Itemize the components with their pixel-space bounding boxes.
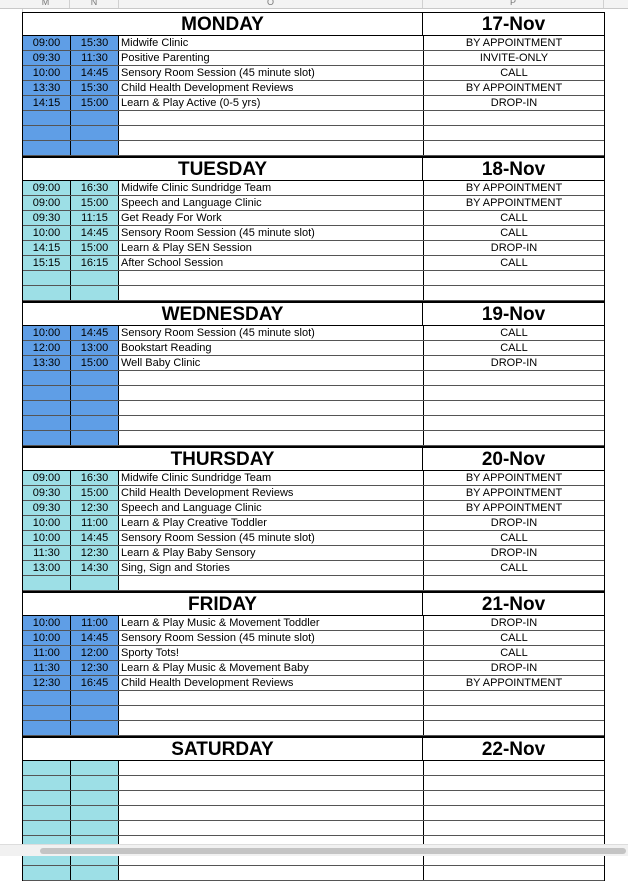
date-cell[interactable]: 21-Nov: [481, 594, 546, 615]
booking-cell[interactable]: [424, 791, 604, 805]
booking-cell[interactable]: BY APPOINTMENT: [465, 37, 563, 49]
end-time-cell[interactable]: 12:00: [71, 646, 119, 660]
day-header-row: [23, 448, 604, 471]
table-row: [23, 126, 604, 141]
end-time-cell[interactable]: 11:00: [71, 616, 119, 630]
activity-cell[interactable]: Speech and Language Clinic: [119, 501, 424, 515]
booking-cell[interactable]: CALL: [500, 327, 528, 339]
start-time-cell[interactable]: [23, 401, 71, 415]
table-row: [23, 661, 604, 676]
start-time-cell[interactable]: 09:00: [23, 471, 71, 485]
day-header-row: [23, 13, 604, 36]
end-time-cell[interactable]: [71, 386, 119, 400]
end-time-cell[interactable]: 16:30: [71, 471, 119, 485]
start-time-cell[interactable]: 11:30: [23, 546, 71, 560]
table-row: [23, 676, 604, 691]
booking-cell[interactable]: [424, 721, 604, 735]
table-row: [23, 561, 604, 576]
table-row: [23, 326, 604, 341]
start-time-cell[interactable]: [23, 706, 71, 720]
booking-cell[interactable]: [424, 371, 604, 385]
activity-cell[interactable]: [119, 791, 424, 805]
activity-cell[interactable]: Sensory Room Session (45 minute slot): [119, 326, 424, 340]
end-time-cell[interactable]: 16:30: [71, 181, 119, 195]
column-header-bar: [0, 0, 628, 9]
booking-cell[interactable]: [424, 866, 604, 880]
booking-cell[interactable]: BY APPOINTMENT: [465, 487, 563, 499]
end-time-cell[interactable]: 14:45: [71, 66, 119, 80]
booking-cell[interactable]: [424, 431, 604, 445]
day-header-row: [23, 593, 604, 616]
start-time-cell[interactable]: [23, 821, 71, 835]
activity-cell[interactable]: [119, 806, 424, 820]
day-name-cell[interactable]: THURSDAY: [23, 448, 423, 470]
activity-cell[interactable]: [119, 821, 424, 835]
booking-cell[interactable]: CALL: [500, 632, 528, 644]
end-time-cell[interactable]: 14:45: [71, 226, 119, 240]
table-row: [23, 576, 604, 591]
end-time-cell[interactable]: 12:30: [71, 661, 119, 675]
end-time-cell[interactable]: 12:30: [71, 501, 119, 515]
table-row: [23, 356, 604, 371]
start-time-cell[interactable]: [23, 691, 71, 705]
start-time-cell[interactable]: [23, 576, 71, 590]
activity-cell[interactable]: [119, 141, 424, 155]
activity-cell[interactable]: Sing, Sign and Stories: [119, 561, 424, 575]
table-row: [23, 866, 604, 881]
table-row: [23, 691, 604, 706]
start-time-cell[interactable]: 10:00: [23, 326, 71, 340]
end-time-cell[interactable]: 15:00: [71, 486, 119, 500]
scrollbar-thumb[interactable]: [40, 848, 626, 854]
start-time-cell[interactable]: [23, 791, 71, 805]
table-row: [23, 96, 604, 111]
booking-cell[interactable]: BY APPOINTMENT: [465, 677, 563, 689]
activity-cell[interactable]: Learn & Play Creative Toddler: [119, 516, 424, 530]
start-time-cell[interactable]: 09:30: [23, 51, 71, 65]
table-row: [23, 776, 604, 791]
table-row: [23, 141, 604, 156]
booking-cell[interactable]: CALL: [500, 647, 528, 659]
end-time-cell[interactable]: [71, 691, 119, 705]
table-row: [23, 416, 604, 431]
booking-cell[interactable]: [424, 416, 604, 430]
activity-cell[interactable]: [119, 386, 424, 400]
date-cell[interactable]: 22-Nov: [481, 739, 546, 760]
start-time-cell[interactable]: 09:00: [23, 196, 71, 210]
table-row: [23, 181, 604, 196]
booking-cell[interactable]: [424, 821, 604, 835]
day-section: [23, 13, 604, 158]
activity-cell[interactable]: Child Health Development Reviews: [119, 676, 424, 690]
table-row: [23, 531, 604, 546]
booking-cell[interactable]: [424, 706, 604, 720]
activity-cell[interactable]: [119, 866, 424, 880]
end-time-cell[interactable]: 16:15: [71, 256, 119, 270]
end-time-cell[interactable]: [71, 271, 119, 285]
booking-cell[interactable]: [424, 691, 604, 705]
activity-cell[interactable]: Well Baby Clinic: [119, 356, 424, 370]
activity-cell[interactable]: Sensory Room Session (45 minute slot): [119, 531, 424, 545]
start-time-cell[interactable]: [23, 386, 71, 400]
start-time-cell[interactable]: [23, 126, 71, 140]
booking-cell[interactable]: [424, 776, 604, 790]
booking-cell[interactable]: BY APPOINTMENT: [465, 182, 563, 194]
start-time-cell[interactable]: [23, 431, 71, 445]
start-time-cell[interactable]: 13:00: [23, 561, 71, 575]
end-time-cell[interactable]: [71, 706, 119, 720]
booking-cell[interactable]: [424, 806, 604, 820]
activity-cell[interactable]: [119, 721, 424, 735]
table-row: [23, 646, 604, 661]
activity-cell[interactable]: [119, 111, 424, 125]
start-time-cell[interactable]: [23, 866, 71, 880]
end-time-cell[interactable]: [71, 401, 119, 415]
table-row: [23, 36, 604, 51]
booking-cell[interactable]: DROP-IN: [490, 662, 538, 674]
activity-cell[interactable]: [119, 776, 424, 790]
booking-cell[interactable]: DROP-IN: [490, 242, 538, 254]
end-time-cell[interactable]: 15:00: [71, 356, 119, 370]
row-header-gutter: [0, 9, 23, 844]
end-time-cell[interactable]: 16:45: [71, 676, 119, 690]
activity-cell[interactable]: Get Ready For Work: [119, 211, 424, 225]
activity-cell[interactable]: [119, 371, 424, 385]
end-time-cell[interactable]: [71, 431, 119, 445]
end-time-cell[interactable]: [71, 416, 119, 430]
start-time-cell[interactable]: [23, 776, 71, 790]
start-time-cell[interactable]: [23, 721, 71, 735]
activity-cell[interactable]: [119, 761, 424, 775]
start-time-cell[interactable]: 15:15: [23, 256, 71, 270]
end-time-cell[interactable]: 15:00: [71, 196, 119, 210]
start-time-cell[interactable]: [23, 286, 71, 300]
booking-cell[interactable]: [424, 141, 604, 155]
activity-cell[interactable]: Bookstart Reading: [119, 341, 424, 355]
start-time-cell[interactable]: [23, 111, 71, 125]
end-time-cell[interactable]: 11:15: [71, 211, 119, 225]
activity-cell[interactable]: [119, 576, 424, 590]
activity-cell[interactable]: Positive Parenting: [119, 51, 424, 65]
end-time-cell[interactable]: [71, 721, 119, 735]
table-row: [23, 271, 604, 286]
end-time-cell[interactable]: [71, 576, 119, 590]
end-time-cell[interactable]: 11:00: [71, 516, 119, 530]
table-row: [23, 821, 604, 836]
activity-cell[interactable]: Learn & Play SEN Session: [119, 241, 424, 255]
start-time-cell[interactable]: 10:00: [23, 226, 71, 240]
booking-cell[interactable]: [424, 761, 604, 775]
end-time-cell[interactable]: [71, 776, 119, 790]
start-time-cell[interactable]: [23, 806, 71, 820]
start-time-cell[interactable]: [23, 371, 71, 385]
activity-cell[interactable]: Sensory Room Session (45 minute slot): [119, 226, 424, 240]
day-section: [23, 593, 604, 738]
end-time-cell[interactable]: [71, 286, 119, 300]
start-time-cell[interactable]: 13:30: [23, 81, 71, 95]
start-time-cell[interactable]: 11:00: [23, 646, 71, 660]
booking-cell[interactable]: CALL: [500, 562, 528, 574]
day-header-row: [23, 158, 604, 181]
end-time-cell[interactable]: 12:30: [71, 546, 119, 560]
end-time-cell[interactable]: [71, 866, 119, 880]
day-header-row: [23, 303, 604, 326]
end-time-cell[interactable]: 14:45: [71, 631, 119, 645]
day-name-cell[interactable]: MONDAY: [23, 13, 423, 35]
start-time-cell[interactable]: 10:00: [23, 531, 71, 545]
date-cell[interactable]: 17-Nov: [481, 14, 546, 35]
activity-cell[interactable]: Learn & Play Music & Movement Baby: [119, 661, 424, 675]
table-row: [23, 211, 604, 226]
table-row: [23, 516, 604, 531]
day-name-cell[interactable]: SATURDAY: [23, 738, 423, 760]
start-time-cell[interactable]: 11:30: [23, 661, 71, 675]
booking-cell[interactable]: DROP-IN: [490, 547, 538, 559]
end-time-cell[interactable]: 14:45: [71, 531, 119, 545]
table-row: [23, 791, 604, 806]
table-row: [23, 721, 604, 736]
table-row: [23, 401, 604, 416]
start-time-cell[interactable]: [23, 416, 71, 430]
activity-cell[interactable]: Midwife Clinic Sundridge Team: [119, 471, 424, 485]
activity-cell[interactable]: [119, 691, 424, 705]
end-time-cell[interactable]: [71, 141, 119, 155]
activity-cell[interactable]: After School Session: [119, 256, 424, 270]
end-time-cell[interactable]: 13:00: [71, 341, 119, 355]
date-cell[interactable]: 20-Nov: [481, 449, 546, 470]
column-header-n[interactable]: N: [70, 0, 119, 8]
activity-cell[interactable]: Midwife Clinic: [119, 36, 424, 50]
table-row: [23, 501, 604, 516]
start-time-cell[interactable]: 10:00: [23, 66, 71, 80]
schedule-sheet: [22, 12, 605, 881]
activity-cell[interactable]: Learn & Play Active (0-5 yrs): [119, 96, 424, 110]
day-section: [23, 158, 604, 303]
activity-cell[interactable]: Sporty Tots!: [119, 646, 424, 660]
table-row: [23, 286, 604, 301]
activity-cell[interactable]: [119, 706, 424, 720]
end-time-cell[interactable]: 15:00: [71, 96, 119, 110]
start-time-cell[interactable]: [23, 271, 71, 285]
activity-cell[interactable]: Sensory Room Session (45 minute slot): [119, 631, 424, 645]
table-row: [23, 66, 604, 81]
table-row: [23, 371, 604, 386]
end-time-cell[interactable]: [71, 371, 119, 385]
booking-cell[interactable]: BY APPOINTMENT: [465, 472, 563, 484]
end-time-cell[interactable]: 15:30: [71, 81, 119, 95]
table-row: [23, 341, 604, 356]
booking-cell[interactable]: CALL: [500, 67, 528, 79]
end-time-cell[interactable]: [71, 111, 119, 125]
end-time-cell[interactable]: [71, 791, 119, 805]
booking-cell[interactable]: DROP-IN: [490, 517, 538, 529]
table-row: [23, 761, 604, 776]
table-row: [23, 81, 604, 96]
day-section: [23, 448, 604, 593]
activity-cell[interactable]: [119, 271, 424, 285]
end-time-cell[interactable]: 11:30: [71, 51, 119, 65]
start-time-cell[interactable]: 10:00: [23, 631, 71, 645]
start-time-cell[interactable]: 10:00: [23, 616, 71, 630]
table-row: [23, 631, 604, 646]
table-row: [23, 706, 604, 721]
booking-cell[interactable]: [424, 286, 604, 300]
booking-cell[interactable]: CALL: [500, 257, 528, 269]
end-time-cell[interactable]: 14:30: [71, 561, 119, 575]
day-name-cell[interactable]: FRIDAY: [23, 593, 423, 615]
booking-cell[interactable]: DROP-IN: [490, 97, 538, 109]
booking-cell[interactable]: [424, 126, 604, 140]
end-time-cell[interactable]: [71, 821, 119, 835]
booking-cell[interactable]: [424, 111, 604, 125]
end-time-cell[interactable]: [71, 806, 119, 820]
start-time-cell[interactable]: 10:00: [23, 516, 71, 530]
table-row: [23, 616, 604, 631]
start-time-cell[interactable]: 09:30: [23, 211, 71, 225]
start-time-cell[interactable]: 12:00: [23, 341, 71, 355]
booking-cell[interactable]: [424, 386, 604, 400]
table-row: [23, 196, 604, 211]
end-time-cell[interactable]: 15:00: [71, 241, 119, 255]
table-row: [23, 386, 604, 401]
booking-cell[interactable]: CALL: [500, 212, 528, 224]
table-row: [23, 111, 604, 126]
day-section: [23, 303, 604, 448]
table-row: [23, 51, 604, 66]
table-row: [23, 471, 604, 486]
day-header-row: [23, 738, 604, 761]
booking-cell[interactable]: [424, 576, 604, 590]
activity-cell[interactable]: Speech and Language Clinic: [119, 196, 424, 210]
booking-cell[interactable]: CALL: [500, 532, 528, 544]
table-row: [23, 546, 604, 561]
start-time-cell[interactable]: 09:30: [23, 501, 71, 515]
booking-cell[interactable]: INVITE-ONLY: [479, 52, 549, 64]
start-time-cell[interactable]: 14:15: [23, 96, 71, 110]
end-time-cell[interactable]: [71, 126, 119, 140]
horizontal-scrollbar[interactable]: [0, 844, 628, 856]
date-cell[interactable]: 19-Nov: [481, 304, 546, 325]
activity-cell[interactable]: [119, 286, 424, 300]
activity-cell[interactable]: Learn & Play Music & Movement Toddler: [119, 616, 424, 630]
activity-cell[interactable]: Learn & Play Baby Sensory: [119, 546, 424, 560]
booking-cell[interactable]: CALL: [500, 342, 528, 354]
activity-cell[interactable]: [119, 126, 424, 140]
activity-cell[interactable]: Sensory Room Session (45 minute slot): [119, 66, 424, 80]
end-time-cell[interactable]: 14:45: [71, 326, 119, 340]
table-row: [23, 256, 604, 271]
booking-cell[interactable]: BY APPOINTMENT: [465, 82, 563, 94]
table-row: [23, 806, 604, 821]
start-time-cell[interactable]: 09:00: [23, 36, 71, 50]
start-time-cell[interactable]: 09:30: [23, 486, 71, 500]
date-cell[interactable]: 18-Nov: [481, 159, 546, 180]
table-row: [23, 226, 604, 241]
activity-cell[interactable]: Midwife Clinic Sundridge Team: [119, 181, 424, 195]
activity-cell[interactable]: [119, 401, 424, 415]
booking-cell[interactable]: DROP-IN: [490, 357, 538, 369]
activity-cell[interactable]: [119, 431, 424, 445]
booking-cell[interactable]: BY APPOINTMENT: [465, 197, 563, 209]
booking-cell[interactable]: CALL: [500, 227, 528, 239]
start-time-cell[interactable]: 09:00: [23, 181, 71, 195]
column-header-p[interactable]: P: [423, 0, 604, 8]
column-header-m[interactable]: M: [22, 0, 70, 8]
activity-cell[interactable]: Child Health Development Reviews: [119, 81, 424, 95]
booking-cell[interactable]: BY APPOINTMENT: [465, 502, 563, 514]
table-row: [23, 241, 604, 256]
activity-cell[interactable]: Child Health Development Reviews: [119, 486, 424, 500]
booking-cell[interactable]: DROP-IN: [490, 617, 538, 629]
activity-cell[interactable]: [119, 416, 424, 430]
table-row: [23, 486, 604, 501]
booking-cell[interactable]: [424, 271, 604, 285]
end-time-cell[interactable]: [71, 761, 119, 775]
start-time-cell[interactable]: 12:30: [23, 676, 71, 690]
table-row: [23, 431, 604, 446]
start-time-cell[interactable]: 13:30: [23, 356, 71, 370]
day-section: [23, 738, 604, 881]
end-time-cell[interactable]: 15:30: [71, 36, 119, 50]
start-time-cell[interactable]: 14:15: [23, 241, 71, 255]
column-header-o[interactable]: O: [119, 0, 423, 8]
booking-cell[interactable]: [424, 401, 604, 415]
start-time-cell[interactable]: [23, 761, 71, 775]
day-name-cell[interactable]: TUESDAY: [23, 158, 423, 180]
day-name-cell[interactable]: WEDNESDAY: [23, 303, 423, 325]
start-time-cell[interactable]: [23, 141, 71, 155]
